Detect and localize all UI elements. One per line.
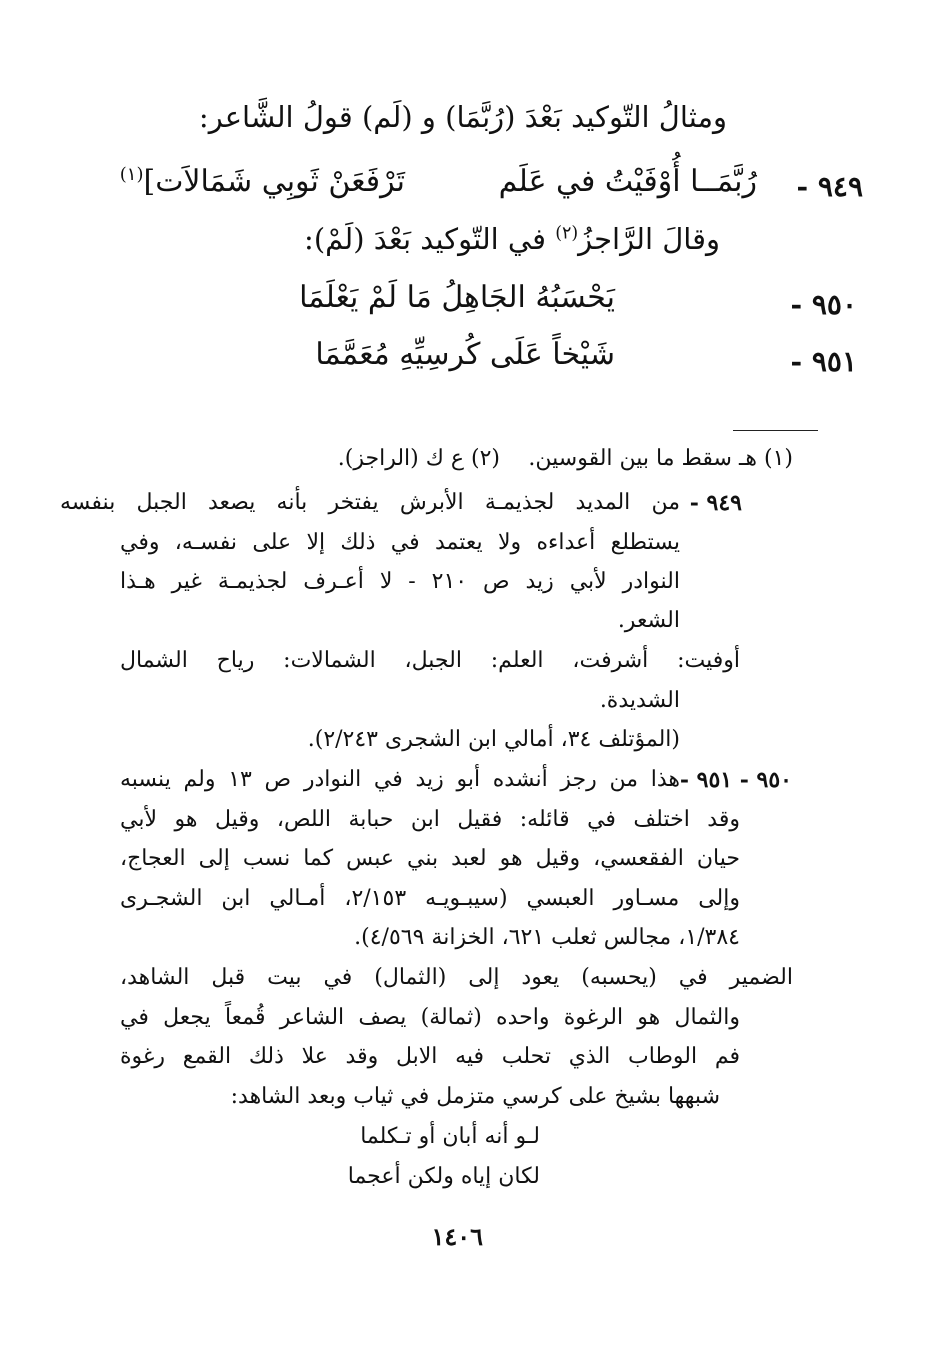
intro-line-2-text-b: في التّوكيد بَعْدَ (لَمْ): — [304, 222, 556, 256]
note-949-line-4: الشعر. — [617, 608, 680, 633]
intro-line-2-text-a: وقالَ الرَّاجزُ — [578, 222, 720, 256]
verse-950: يَحْسَبُهُ الجَاهِلُ مَا لَمْ يَعْلَمَا — [299, 280, 615, 315]
note-949-line-1: من المديد لجذيمـة الأبرش يفتخر بأنه يصعد الجبل بنفسه — [60, 490, 680, 515]
verse-number-949: ٩٤٩ - — [796, 170, 863, 203]
verse-949-second-hemistich — [120, 164, 405, 199]
note-number-949: ٩٤٩ - — [689, 490, 742, 516]
note-949-line-7: (المؤتلف ٣٤، أمالي ابن الشجرى ٢/٢٤٣). — [307, 727, 680, 752]
note-950-line-1: هذا من رجز أنشده أبو زيد في النوادر ص ١٣ ولم ينسبه — [120, 767, 680, 792]
note-950-line-4: وإلى مسـاور العبسي (سيبـويـه ٢/١٥٣، أمـالي ابن الشجـرى — [120, 886, 740, 911]
note-949-line-6: الشديدة. — [599, 688, 680, 713]
footnote-1: (١) هـ سقط ما بين القوسين. — [528, 446, 793, 471]
note-950-line-9: شبهها بشيخ على كرسي متزمل في ثياب وبعد الشاهد: — [230, 1084, 720, 1109]
note-950-verse-1: لـو أنه أبان أو تـكلما — [360, 1124, 540, 1149]
footnote-2: (٢) ع ك (الراجز). — [337, 446, 500, 471]
note-949-line-2: يستطلع أعداءه ولا يعتمد في ذلك إلا على نفسـه، وفي — [120, 530, 680, 555]
note-950-line-7: والثمال هو الرغوة واحده (ثمالة) يصف الشاعر قُمعاً يجعل في — [120, 1005, 740, 1030]
note-949-line-3: النوادر لأبي زيد ص ٢١٠ - لا أعـرف لجذيمـة غير هـذا — [120, 569, 680, 594]
note-949-line-5: أوفيت: أشرفت، العلم: الجبل، الشمالات: رياح الشمال — [120, 648, 740, 673]
footnote-separator — [733, 430, 818, 431]
verse-number-950: ٩٥٠ - — [790, 288, 857, 321]
note-950-line-3: حيان الفقعسي، وقيل هو لعبد بني عبس كما نسب إلى العجاج، — [120, 846, 740, 871]
note-950-line-6: الضمير في (يحسبه) يعود إلى (الثمال) في بيت قبل الشاهد، — [120, 965, 793, 990]
intro-line-1: ومثالُ التّوكيد بَعْدَ (رُبَّمَا) و (لَم) قولُ الشَّاعر: — [198, 100, 727, 134]
intro-line-2 — [304, 222, 720, 256]
note-950-line-2: وقد اختلف في قائله: فقيل ابن حبابة اللص، وقيل هو لأبي — [120, 807, 740, 832]
footnote-marker-1: (١) — [119, 164, 144, 185]
note-950-line-5: ١/٣٨٤، مجالس ثعلب ٦٢١، الخزانة ٤/٥٦٩). — [354, 925, 740, 950]
verse-number-951: ٩٥١ - — [790, 345, 857, 378]
note-number-950-951: ٩٥٠ - ٩٥١ - — [679, 767, 792, 793]
footnote-marker-2: (٢) — [555, 223, 579, 244]
verse-951: شَيْخاً عَلَى كُرسِيِّهِ مُعَمَّمَا — [315, 337, 615, 372]
verse-949-first-hemistich: رُبَّمَــا أُوْفَيْتُ في عَلَم — [498, 164, 757, 199]
note-950-line-8: فم الوطاب الذي تحلب فيه الابل وقد علا ذلك القمع رغوة — [120, 1044, 740, 1069]
page-number: ١٤٠٦ — [431, 1222, 483, 1251]
verse-949-second-text: تَرْفَعَنْ ثَوبِي شَمَالاَت] — [143, 164, 405, 199]
note-950-verse-2: لكان إياه ولكن أعجما — [347, 1164, 540, 1189]
